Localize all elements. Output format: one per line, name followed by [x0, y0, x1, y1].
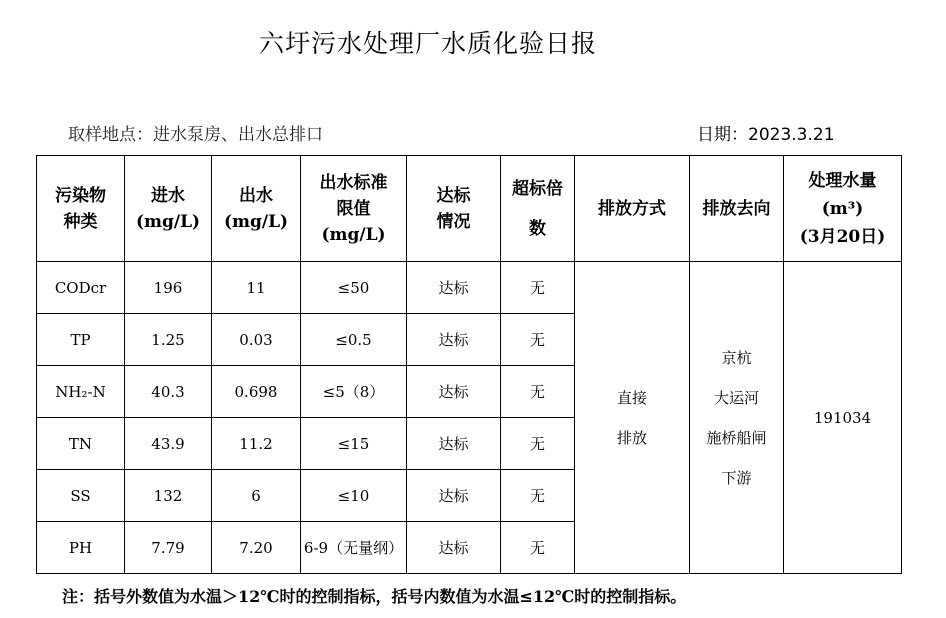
row-limit: ≤10 — [301, 470, 407, 522]
row-exceed: 无 — [501, 522, 575, 574]
row-name: TP — [37, 314, 125, 366]
table-row — [37, 262, 902, 314]
row-status: 达标 — [407, 366, 501, 418]
treated-volume: 191034 — [784, 262, 902, 574]
header-volume: 处理水量 (m³) (3月20日) — [784, 156, 902, 262]
row-name: TN — [37, 418, 125, 470]
header-exceed: 超标倍 数 — [501, 156, 575, 262]
row-inflow: 196 — [125, 262, 212, 314]
row-exceed: 无 — [501, 470, 575, 522]
footnote: 注：括号外数值为水温＞12℃时的控制指标，括号内数值为水温≤12℃时的控制指标。 — [62, 587, 687, 606]
discharge-method: 直接 排放 — [575, 262, 690, 574]
row-limit: ≤50 — [301, 262, 407, 314]
row-inflow: 1.25 — [125, 314, 212, 366]
row-outflow: 0.698 — [212, 366, 301, 418]
header-row — [37, 156, 902, 262]
row-exceed: 无 — [501, 262, 575, 314]
row-inflow: 40.3 — [125, 366, 212, 418]
water-quality-table — [36, 155, 902, 574]
discharge-direction: 京杭 大运河 施桥船闸 下游 — [690, 262, 784, 574]
report-date: 日期：2023.3.21 — [697, 125, 835, 145]
row-inflow: 43.9 — [125, 418, 212, 470]
row-exceed: 无 — [501, 418, 575, 470]
header-type: 污染物 种类 — [37, 156, 125, 262]
row-inflow: 132 — [125, 470, 212, 522]
row-outflow: 6 — [212, 470, 301, 522]
row-status: 达标 — [407, 314, 501, 366]
row-limit: ≤0.5 — [301, 314, 407, 366]
header-limit: 出水标准 限值 (mg/L) — [301, 156, 407, 262]
report-title: 六圩污水处理厂水质化验日报 — [258, 29, 597, 58]
row-limit: ≤15 — [301, 418, 407, 470]
row-limit: 6-9（无量纲） — [301, 522, 407, 574]
row-outflow: 11.2 — [212, 418, 301, 470]
row-name: NH₂-N — [37, 366, 125, 418]
row-exceed: 无 — [501, 366, 575, 418]
row-limit: ≤5（8） — [301, 366, 407, 418]
header-outflow: 出水 (mg/L) — [212, 156, 301, 262]
sampling-location: 取样地点：进水泵房、出水总排口 — [68, 125, 323, 145]
row-outflow: 7.20 — [212, 522, 301, 574]
header-inflow: 进水 (mg/L) — [125, 156, 212, 262]
row-name: CODcr — [37, 262, 125, 314]
row-status: 达标 — [407, 470, 501, 522]
row-outflow: 0.03 — [212, 314, 301, 366]
header-direction: 排放去向 — [690, 156, 784, 262]
row-status: 达标 — [407, 262, 501, 314]
row-name: PH — [37, 522, 125, 574]
row-status: 达标 — [407, 418, 501, 470]
header-status: 达标 情况 — [407, 156, 501, 262]
header-method: 排放方式 — [575, 156, 690, 262]
row-status: 达标 — [407, 522, 501, 574]
row-outflow: 11 — [212, 262, 301, 314]
row-name: SS — [37, 470, 125, 522]
row-exceed: 无 — [501, 314, 575, 366]
row-inflow: 7.79 — [125, 522, 212, 574]
